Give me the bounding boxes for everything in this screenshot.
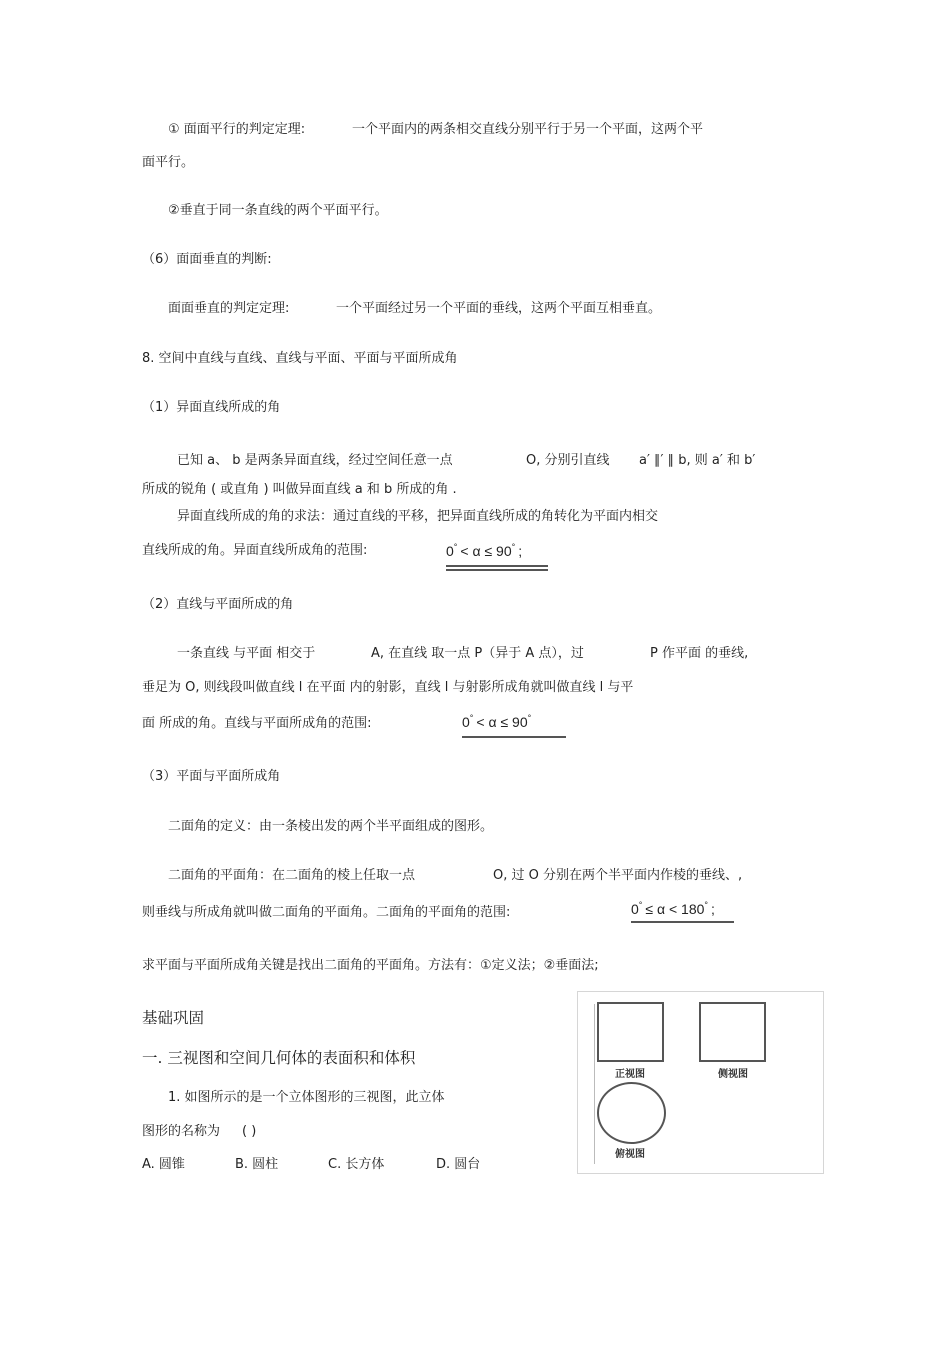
degree-symbol: °: [511, 542, 516, 552]
line-plane-definition-c: P 作平面 的垂线,: [650, 646, 749, 661]
degree-symbol: °: [453, 542, 458, 552]
front-view-square: [597, 1002, 664, 1062]
section-subheading: 一. 三视图和空间几何体的表面积和体积: [142, 1049, 416, 1067]
theorem-1-continued: 面平行。: [142, 155, 195, 170]
formula-tail: ;: [711, 901, 715, 917]
formula-relation: < α ≤ 90: [460, 543, 512, 559]
subsection-2-title: （2）直线与平面所成的角: [142, 597, 294, 612]
perpendicular-theorem-label: 面面垂直的判定定理:: [168, 301, 290, 316]
subsection-1-title: （1）异面直线所成的角: [142, 400, 281, 415]
formula-tail: ;: [518, 543, 523, 559]
subsection-6-title: （6）面面垂直的判断:: [142, 252, 272, 267]
three-view-figure: [577, 991, 824, 1174]
skew-lines-definition-b: O, 分别引直线: [526, 453, 610, 468]
figure-edge-line: [594, 1004, 595, 1164]
option-d[interactable]: D. 圆台: [436, 1157, 481, 1172]
section-8-title: 8. 空间中直线与直线、直线与平面、平面与平面所成角: [142, 351, 458, 366]
line-plane-definition-d: 垂足为 O, 则线段叫做直线 l 在平面 内的射影，直线 l 与射影所成角就叫做直线 l 与平: [142, 680, 634, 695]
dihedral-method: 求平面与平面所成角关键是找出二面角的平面角。方法有：①定义法；②垂面法;: [142, 958, 599, 973]
perpendicular-theorem-text: 一个平面经过另一个平面的垂线，这两个平面互相垂直。: [336, 301, 662, 316]
option-b[interactable]: B. 圆柱: [235, 1157, 279, 1172]
line-plane-definition-a: 一条直线 与平面 相交于: [177, 646, 316, 661]
degree-symbol: °: [469, 713, 474, 723]
formula-relation: ≤ α < 180: [645, 901, 705, 917]
front-view-caption: 正视图: [615, 1069, 645, 1080]
skew-lines-definition-d: 所成的锐角 ( 或直角 ) 叫做异面直线 a 和 b 所成的角 .: [142, 482, 457, 497]
subsection-3-title: （3）平面与平面所成角: [142, 769, 281, 784]
line-plane-range-label: 面 所成的角。直线与平面所成角的范围:: [142, 716, 372, 731]
formula-line-plane-range: [462, 714, 566, 740]
theorem-1-label: ① 面面平行的判定定理:: [168, 122, 306, 137]
underline: [446, 565, 548, 567]
dihedral-definition: 二面角的定义：由一条棱出发的两个半平面组成的图形。: [168, 819, 494, 834]
formula-zero: 0: [631, 901, 639, 917]
formula-zero: 0: [446, 543, 454, 559]
section-heading: 基础巩固: [142, 1009, 205, 1027]
question-stem: 1. 如图所示的是一个立体图形的三视图，此立体: [168, 1090, 445, 1105]
formula-dihedral-range: [631, 901, 743, 927]
formula-relation: < α ≤ 90: [476, 714, 528, 730]
formula-zero: 0: [462, 714, 470, 730]
underline: [631, 921, 734, 923]
degree-symbol: °: [704, 900, 708, 910]
line-plane-definition-b: A, 在直线 取一点 P（异于 A 点），过: [371, 646, 584, 661]
theorem-1-text: 一个平面内的两条相交直线分别平行于另一个平面，这两个平: [352, 122, 704, 137]
question-stem-continued: 图形的名称为: [142, 1124, 221, 1139]
skew-lines-definition-c: a′ ∥′ ∥ b, 则 a′ 和 b′: [639, 453, 756, 468]
dihedral-range-label: 则垂线与所成角就叫做二面角的平面角。二面角的平面角的范围:: [142, 905, 511, 920]
answer-blank: ( ): [242, 1124, 257, 1139]
skew-lines-method: 异面直线所成的角的求法：通过直线的平移，把异面直线所成的角转化为平面内相交: [177, 509, 659, 524]
degree-symbol: °: [527, 713, 532, 723]
side-view-square: [699, 1002, 766, 1062]
option-c[interactable]: C. 长方体: [328, 1157, 385, 1172]
underline: [462, 736, 566, 738]
skew-lines-definition-a: 已知 a、 b 是两条异面直线，经过空间任意一点: [177, 453, 453, 468]
option-a[interactable]: A. 圆锥: [142, 1157, 185, 1172]
skew-lines-range-label: 直线所成的角。异面直线所成角的范围:: [142, 543, 368, 558]
side-view-caption: 侧视图: [718, 1069, 748, 1080]
dihedral-plane-angle-b: O, 过 O 分别在两个半平面内作棱的垂线、,: [493, 868, 743, 883]
theorem-2: ②垂直于同一条直线的两个平面平行。: [168, 203, 388, 218]
degree-symbol: °: [638, 900, 643, 910]
dihedral-plane-angle-a: 二面角的平面角：在二面角的棱上任取一点: [168, 868, 416, 883]
underline: [446, 569, 548, 571]
top-view-caption: 俯视图: [615, 1149, 645, 1160]
top-view-circle: [597, 1082, 666, 1144]
formula-skew-range: [446, 543, 550, 571]
